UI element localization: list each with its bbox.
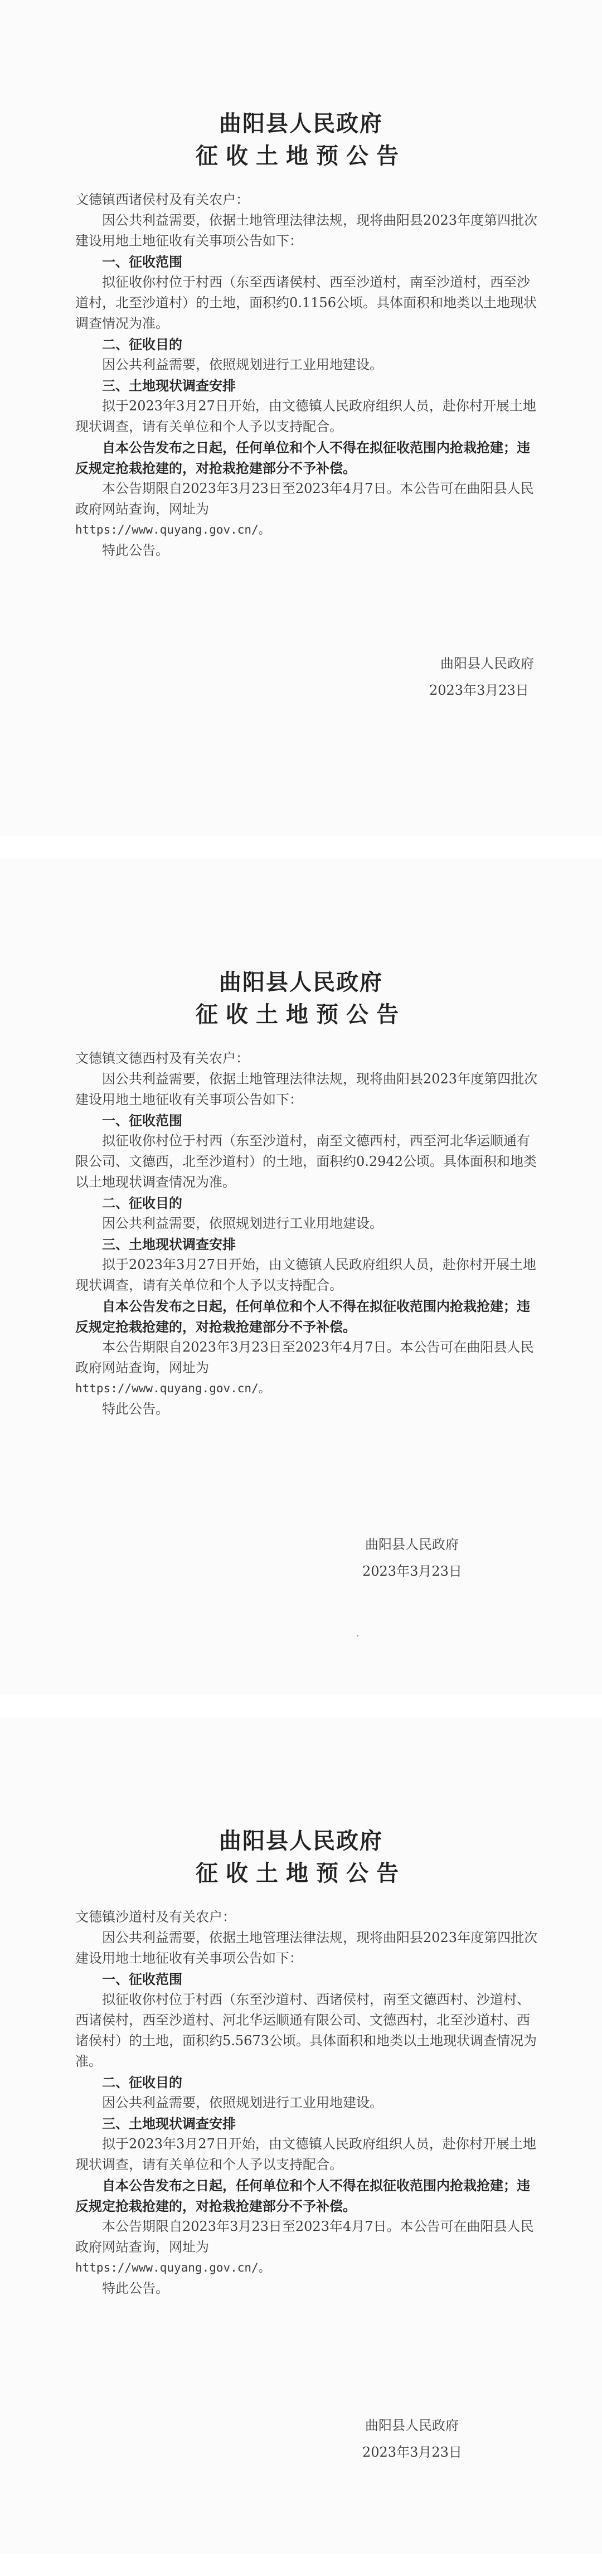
notice-2-warning: 自本公告发布之日起，任何单位和个人不得在拟征收范围内抢栽抢建；违反规定抢栽抢建的，对抢栽抢建部分不予补偿。 <box>75 1298 530 1335</box>
notice-3-section2-heading: 二、征收目的 <box>102 2074 182 2090</box>
notice-2-section3-heading: 三、土地现状调查安排 <box>102 1236 236 1252</box>
notice-2-addressee: 文德镇文德西村及有关农户： <box>75 1050 249 1066</box>
notice-2-section2-text: 因公共利益需要，依照规划进行工业用地建设。 <box>102 1216 383 1231</box>
notice-page-1 <box>0 0 602 836</box>
notice-2-title-issuer: 曲阳县人民政府 <box>219 969 383 995</box>
notice-1-signature-date: 2023年3月23日 <box>429 682 529 698</box>
page-separator <box>0 1695 602 1717</box>
notice-page-2 <box>0 859 602 1695</box>
notice-3-title-issuer: 曲阳县人民政府 <box>219 1828 383 1854</box>
notice-2-period: 本公告期限自2023年3月23日至2023年4月7日。本公告可在曲阳县人民政府网站查询，网址为 <box>75 1339 534 1376</box>
notice-1-section3-text: 拟于2023年3月27日开始，由文德镇人民政府组织人员，赴你村开展土地现状调查，请有关单位和个人予以支持配合。 <box>75 398 536 434</box>
notice-1-intro: 因公共利益需要，依据土地管理法律法规，现将曲阳县2023年度第四批次建设用地土地征收有关事项公告如下： <box>75 212 538 249</box>
notice-2-section3-text: 拟于2023年3月27日开始，由文德镇人民政府组织人员，赴你村开展土地现状调查，请有关单位和个人予以支持配合。 <box>75 1257 536 1293</box>
notice-2-body <box>75 1048 538 1420</box>
notice-1-title-issuer: 曲阳县人民政府 <box>219 110 383 137</box>
notice-1-section1-text: 拟征收你村位于村西（东至西诸侯村、西至沙道村，南至沙道村，西至沙道村，北至沙道村）的土地，面积约0.1156公顷。具体面积和地类以土地现状调查情况为准。 <box>75 274 537 331</box>
notice-1-warning: 自本公告发布之日起，任何单位和个人不得在拟征收范围内抢栽抢建；违反规定抢栽抢建的，对抢栽抢建部分不予补偿。 <box>75 439 530 476</box>
notice-3-warning: 自本公告发布之日起，任何单位和个人不得在拟征收范围内抢栽抢建；违反规定抢栽抢建的，对抢栽抢建部分不予补偿。 <box>75 2177 530 2214</box>
notice-3-website-link[interactable]: https://www.quyang.gov.cn/。 <box>75 2261 270 2274</box>
notice-3-section3-heading: 三、土地现状调查安排 <box>102 2115 236 2132</box>
notice-1-closing: 特此公告。 <box>102 543 169 558</box>
notice-3-signature-date: 2023年3月23日 <box>362 2444 462 2460</box>
notice-3-section1-heading: 一、征收范围 <box>102 1971 182 1987</box>
notice-1-section2-text: 因公共利益需要，依照规划进行工业用地建设。 <box>102 357 383 372</box>
notice-3-section3-text: 拟于2023年3月27日开始，由文德镇人民政府组织人员，赴你村开展土地现状调查，请有关单位和个人予以支持配合。 <box>75 2136 536 2172</box>
notice-2-closing: 特此公告。 <box>102 1401 169 1417</box>
notice-1-website-link[interactable]: https://www.quyang.gov.cn/。 <box>75 523 270 536</box>
notice-2-intro: 因公共利益需要，依据土地管理法律法规，现将曲阳县2023年度第四批次建设用地土地征收有关事项公告如下： <box>75 1071 538 1107</box>
notice-1-section3-heading: 三、土地现状调查安排 <box>102 377 236 394</box>
notice-3-period: 本公告期限自2023年3月23日至2023年4月7日。本公告可在曲阳县人民政府网站查询，网址为 <box>75 2219 534 2255</box>
notice-1-title-type: 征收土地预公告 <box>196 143 406 169</box>
notice-2-title-type: 征收土地预公告 <box>196 1001 406 1028</box>
notice-3-signature-org: 曲阳县人民政府 <box>365 2418 459 2433</box>
notice-3-section2-text: 因公共利益需要，依照规划进行工业用地建设。 <box>102 2095 383 2110</box>
notice-2-section1-heading: 一、征收范围 <box>102 1112 182 1129</box>
notice-2-signature-date: 2023年3月23日 <box>362 1563 462 1579</box>
notice-3-closing: 特此公告。 <box>102 2280 169 2296</box>
notice-3-title-type: 征收土地预公告 <box>196 1860 406 1886</box>
notice-1-addressee: 文德镇西诸侯村及有关农户： <box>75 192 249 207</box>
notice-2-signature-org: 曲阳县人民政府 <box>365 1537 459 1552</box>
notice-2-website-link[interactable]: https://www.quyang.gov.cn/。 <box>75 1382 270 1395</box>
notice-3-section1-text: 拟征收你村位于村西（东至沙道村、西诸侯村，南至文德西村、沙道村、西诸侯村，西至沙道村、河北华运顺通有限公司、文德西村，北至沙道村、西诸侯村）的土地，面积约5.5673公顷。具体面积和地类以土地现状调查情况为准。 <box>75 1992 537 2069</box>
notice-2-section2-heading: 二、征收目的 <box>102 1195 182 1211</box>
notice-1-section1-heading: 一、征收范围 <box>102 254 182 270</box>
notice-1-body <box>75 190 538 561</box>
notice-3-addressee: 文德镇沙道村及有关农户： <box>75 1909 236 1925</box>
page-separator <box>0 836 602 859</box>
notice-3-body <box>75 1907 538 2299</box>
notice-3-intro: 因公共利益需要，依据土地管理法律法规，现将曲阳县2023年度第四批次建设用地土地征收有关事项公告如下： <box>75 1930 538 1966</box>
notice-2-section1-text: 拟征收你村位于村西（东至沙道村，南至文德西村，西至河北华运顺通有限公司、文德西，北至沙道村）的土地，面积约0.2942公顷。具体面积和地类以土地现状调查情况为准。 <box>75 1133 537 1190</box>
notice-1-period: 本公告期限自2023年3月23日至2023年4月7日。本公告可在曲阳县人民政府网站查询，网址为 <box>75 481 534 517</box>
scan-speck <box>357 1635 358 1636</box>
notice-1-signature-org: 曲阳县人民政府 <box>440 656 534 671</box>
notice-page-3 <box>0 1717 602 2554</box>
notice-1-section2-heading: 二、征收目的 <box>102 336 182 352</box>
